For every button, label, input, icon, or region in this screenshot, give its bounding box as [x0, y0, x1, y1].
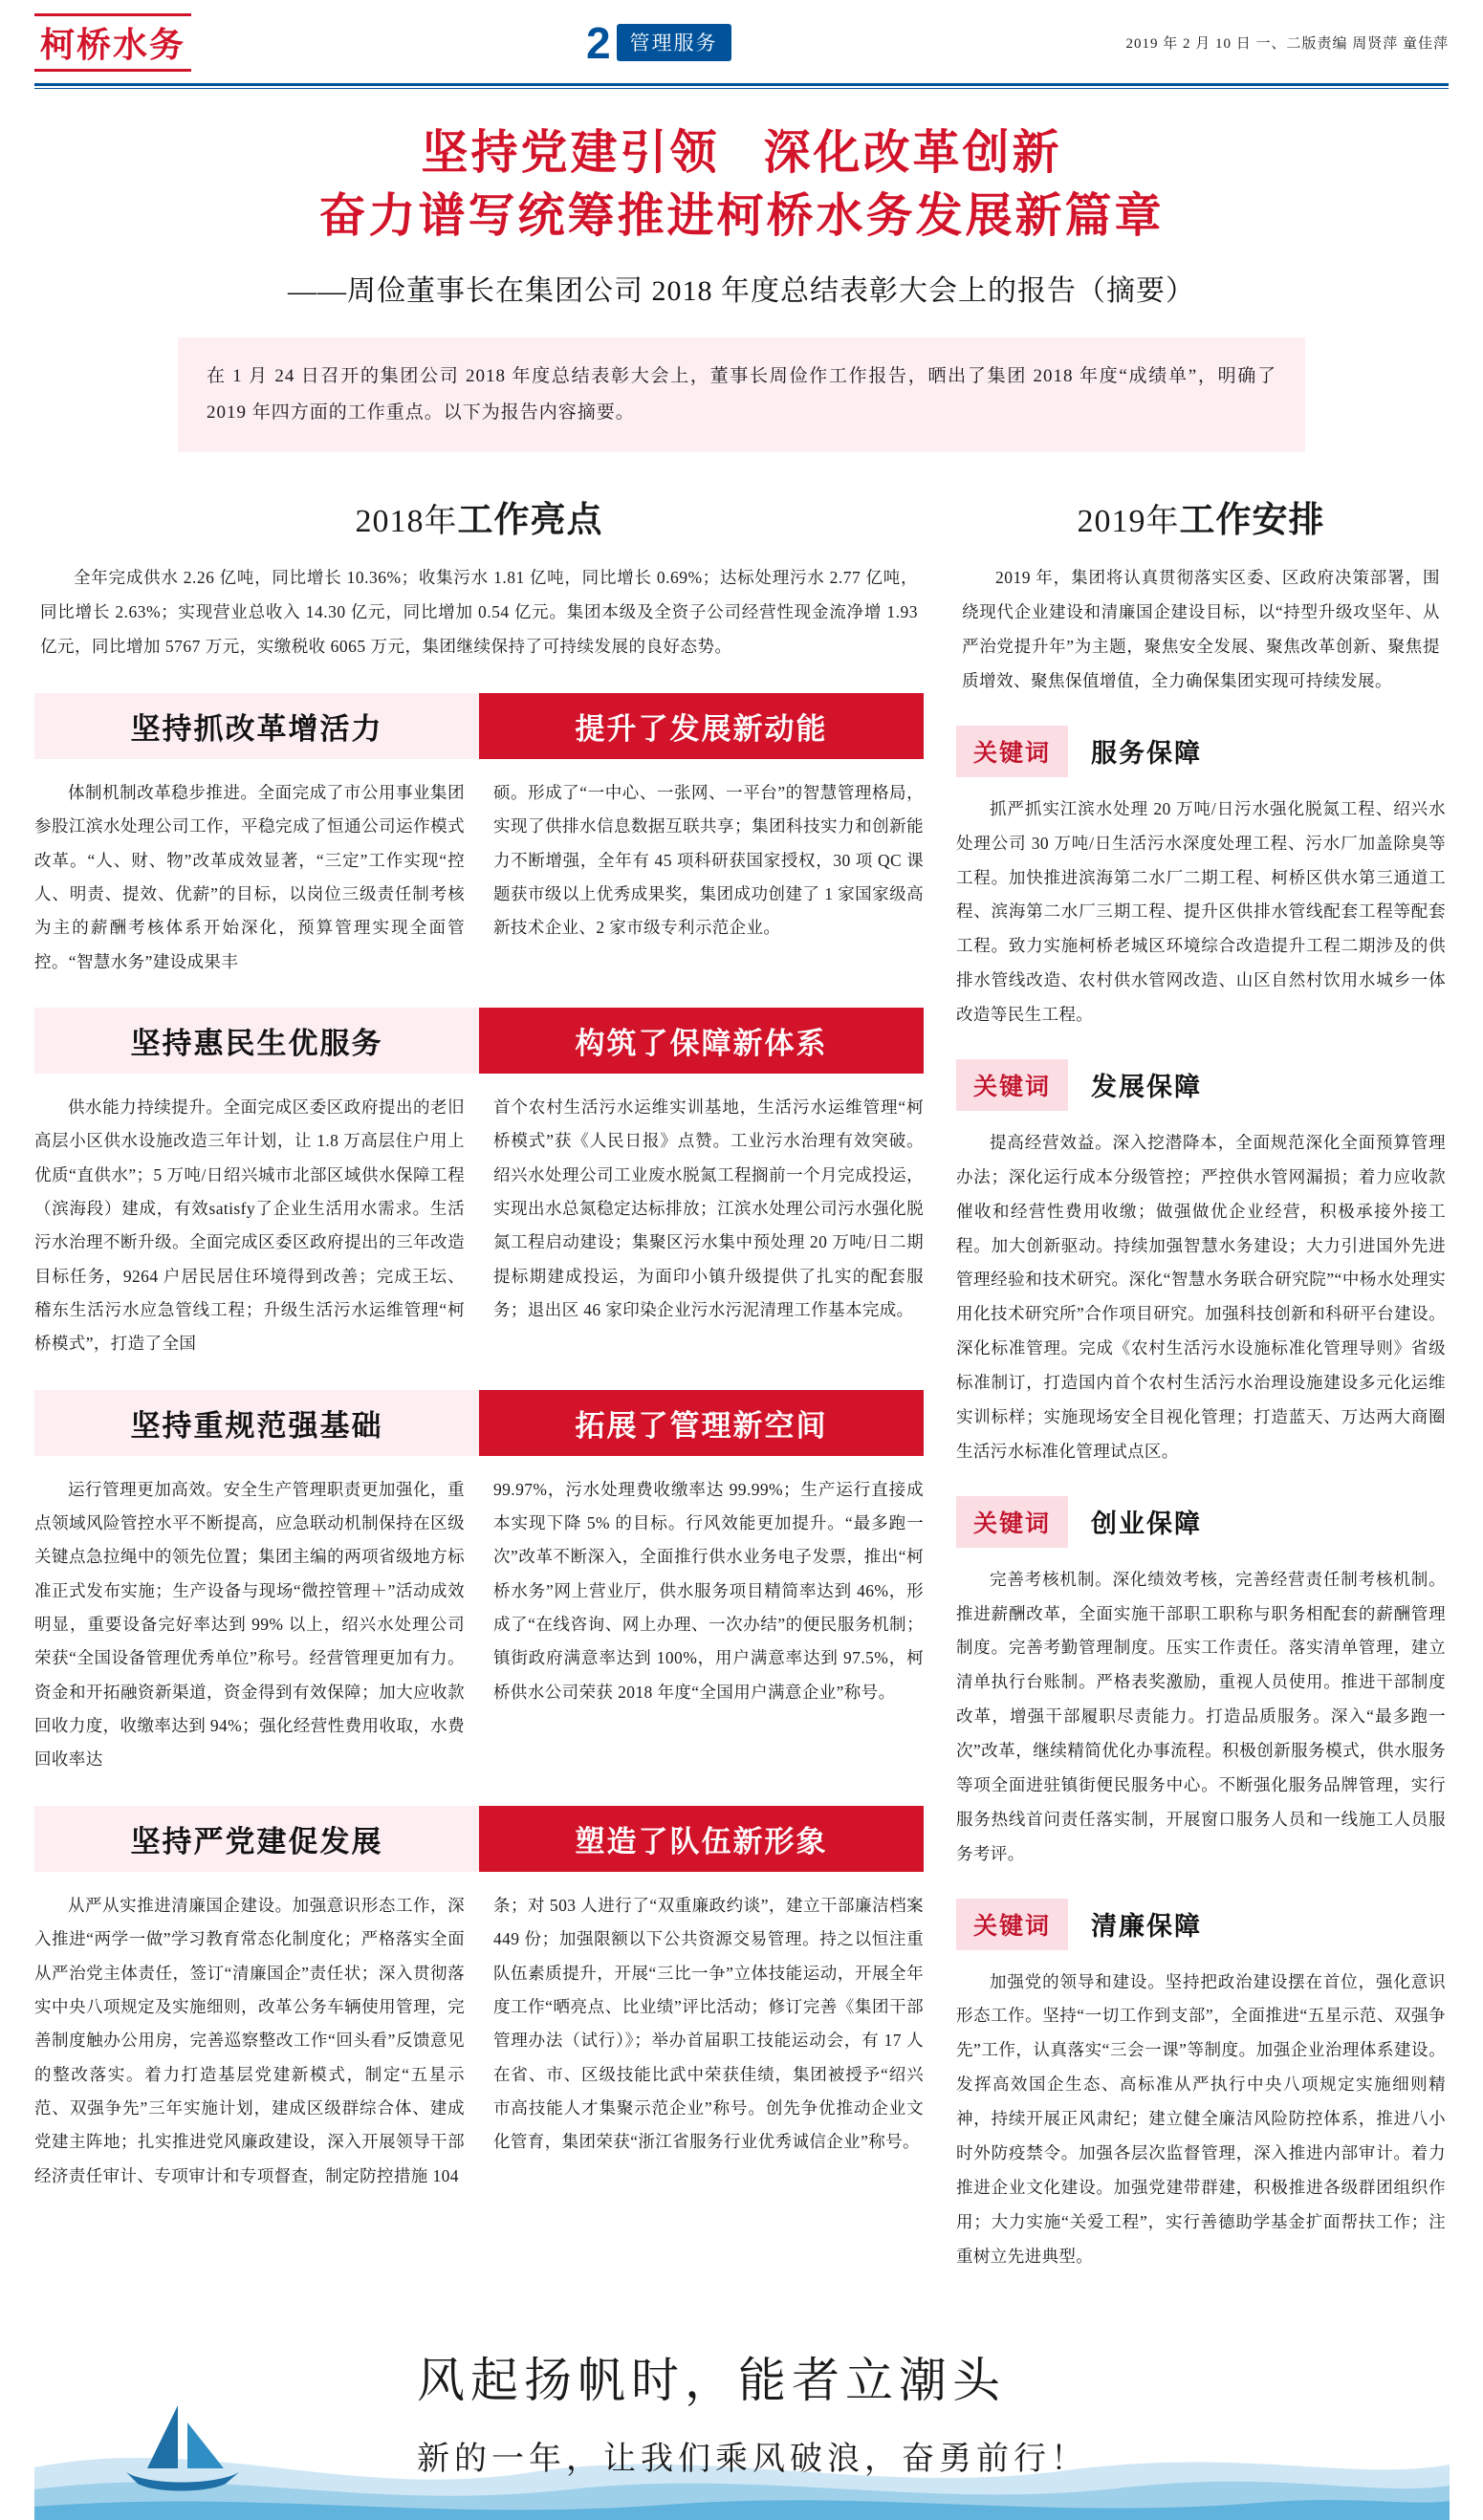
left-band-3	[34, 1390, 924, 1456]
keyword-title: 清廉保障	[1091, 1912, 1203, 1942]
left-column	[34, 490, 924, 2273]
right-body-2: 提高经营效益。深入挖潜降本，全面规范深化全面预算管理办法；深化运行成本分级管控；严控供水管网漏损；着力应收款催收和经营性费用收缴；做强做优企业经营，积极承接外接工程。加大创新驱动。持续加强智慧水务建设；大力引进国外先进管理经验和技术研究。深化“智慧水务联合研究院”“中杨水处理实用化技术研究所”合作项目研究。加强科技创新和科研平台建设。深化标准管理。完成《农村生活污水设施标准化管理导则》省级标准制订，打造国内首个农村生活污水治理设施建设多元化运维实训标样；实施现场安全目视化管理；打造蓝天、万达两大商圈生活污水标准化管理试点区。	[956, 1132, 1446, 1461]
right-section-year: 2019年	[1077, 504, 1180, 540]
right-intro: 2019 年，集团将认真贯彻落实区委、区政府决策部署，围绕现代企业建设和清廉国企建设目标，以“持型升级攻坚年、从严治党提升年”为主题，聚焦安全发展、聚焦改革创新、聚焦提质增效、聚焦保值增值，全力确保集团实现可持续发展。	[962, 568, 1440, 690]
left-band-2-title: 坚持惠民生优服务	[34, 1008, 479, 1074]
keyword-band-2	[956, 1059, 1446, 1111]
right-section-title	[956, 490, 1446, 542]
left-intro: 全年完成供水 2.26 亿吨，同比增长 10.36%；收集污水 1.81 亿吨，同比增长 0.69%；达标处理污水 2.77 亿吨，同比增长 2.63%；实现营业总收入 14.30 亿元，同比增加 0.54 亿元。集团本级及全资子公司经营性现金流净增 1.93 亿元，同比增加 5767 万元，实缴税收 6065 万元，集团继续保持了可持续发展的良好态势。	[40, 568, 918, 657]
left-body-2-col2	[493, 1091, 924, 1361]
right-section-name: 工作安排	[1179, 501, 1325, 541]
lead-paragraph: 在 1 月 24 日召开的集团公司 2018 年度总结表彰大会上，董事长周俭作工作报告，晒出了集团 2018 年度“成绩单”，明确了 2019 年四方面的工作重点。以下为报告内容摘要。	[178, 337, 1305, 452]
main-content	[34, 490, 1449, 2273]
left-band-1-title: 坚持抓改革增活力	[34, 693, 479, 759]
left-band-4-subtitle: 塑造了队伍新形象	[479, 1806, 924, 1872]
left-band-2	[34, 1008, 924, 1074]
left-body-4	[34, 1889, 924, 2193]
left-band-4	[34, 1806, 924, 1872]
keyword-band-1	[956, 726, 1446, 777]
right-body-4: 加强党的领导和建设。坚持把政治建设摆在首位，强化意识形态工作。坚持“一切工作到支部”，全面推进“五星示范、双强争先”工作，认真落实“三会一课”等制度。加强企业治理体系建设。发挥高效国企生态、高标准从严执行中央八项规定实施细则精神，持续开展正风肃纪；建立健全廉洁风险防控体系，推进八小时外防疫禁令。加强各层次监督管理，深入推进内部审计。着力推进企业文化建设。加强党建带群建，积极推进各级群团组织作用；大力实施“关爱工程”，实行善德助学基金扩面帮扶工作；注重树立先进典型。	[956, 1971, 1446, 2266]
left-band-1-subtitle: 提升了发展新动能	[479, 693, 924, 759]
paragraph: 供水能力持续提升。全面完成区委区政府提出的老旧高层小区供水设施改造三年计划，让 1.8 万高层住户用上优质“直供水”；5 万吨/日绍兴城市北部区域供水保障工程（滨海段）建成，有效satisfy了企业生活用水需求。生活污水治理不断升级。全面完成区委区政府提出的三年改造目标任务，9264 户居民居住环境得到改善；完成王坛、稽东生活污水应急管线工程；升级生活污水运维管理“柯桥模式”，打造了全国	[34, 1097, 465, 1354]
left-body-2-col1	[34, 1091, 465, 1361]
left-body-1	[34, 776, 924, 979]
keyword-tag: 关键词	[956, 1496, 1068, 1548]
masthead-rule	[34, 83, 1449, 86]
left-band-4-title: 坚持严党建促发展	[34, 1806, 479, 1872]
keyword-title: 发展保障	[1091, 1073, 1203, 1102]
right-body-1: 抓严抓实江滨水处理 20 万吨/日污水强化脱氮工程、绍兴水处理公司 30 万吨/日生活污水深度处理工程、污水厂加盖除臭等工程。加快推进滨海第二水厂二期工程、柯桥区供水第三通道工程、滨海第二水厂三期工程、提升区供排水管线配套工程等配套工程。致力实施柯桥老城区环境综合改造提升工程二期涉及的供排水管线改造、农村供水管网改造、山区自然村饮用水城乡一体改造等民生工程。	[956, 798, 1446, 1025]
paragraph: 99.97%，污水处理费收缴率达 99.99%；生产运行直接成本实现下降 5% 的目标。行风效能更加提升。“最多跑一次”改革不断深入，全面推行供水业务电子发票，推出“柯桥水务”网上营业厅，供水服务项目精简率达到 46%，形成了“在线咨询、网上办理、一次办结”的便民服务机制；镇街政府满意率达到 100%，用户满意率达到 97.5%，柯桥供水公司荣获 2018 年度“全国用户满意企业”称号。	[493, 1479, 924, 1702]
footer-slogan-line1: 风起扬帆时，能者立潮头	[417, 2353, 1006, 2409]
paragraph: 体制机制改革稳步推进。全面完成了市公用事业集团参股江滨水处理公司工作，平稳完成了恒通公司运作模式改革。“人、财、物”改革成效显著，“三定”工作实现“控人、明责、提效、优薪”的目标，以岗位三级责任制考核为主的薪酬考核体系开始深化，预算管理实现全面管控。“智慧水务”建设成果丰	[34, 782, 465, 971]
headline-line1-b: 深化改革创新	[763, 126, 1062, 179]
left-band-1	[34, 693, 924, 759]
paragraph: 条；对 503 人进行了“双重廉政约谈”，建立干部廉洁档案 449 份；加强限额以下公共资源交易管理。持之以恒注重队伍素质提升，开展“三比一争”立体技能运动，开展全年度工作“晒亮点、比业绩”评比活动；修订完善《集团干部管理办法（试行）》；举办首届职工技能运动会，有 17 人在省、市、区级技能比武中荣获佳绩，集团被授予“绍兴市高技能人才集聚示范企业”称号。创先争优推动企业文化管育，集团荣获“浙江省服务行业优秀诚信企业”称号。	[493, 1895, 924, 2152]
right-column	[956, 490, 1446, 2273]
left-body-3	[34, 1473, 924, 1777]
left-body-4-col1	[34, 1889, 465, 2193]
left-band-3-subtitle: 拓展了管理新空间	[479, 1390, 924, 1456]
headline-line2: 奋力谱写统筹推进柯桥水务发展新篇章	[318, 189, 1165, 243]
headline-subline: ——周俭董事长在集团公司 2018 年度总结表彰大会上的报告（摘要）	[288, 275, 1195, 308]
footer-slogan	[417, 2342, 1088, 2479]
footer-slogan-line2: 新的一年，让我们乘风破浪，奋勇前行！	[417, 2440, 1088, 2479]
left-section-name: 工作亮点	[457, 501, 603, 541]
keyword-tag: 关键词	[956, 1059, 1068, 1111]
keyword-tag: 关键词	[956, 726, 1068, 777]
left-body-3-col1	[34, 1473, 465, 1777]
paragraph: 硕。形成了“一中心、一张网、一平台”的智慧管理格局，实现了供排水信息数据互联共享；集团科技实力和创新能力不断增强，全年有 45 项科研获国家授权，30 项 QC 课题获市级以上优秀成果奖，集团成功创建了 1 家国家级高新技术企业、2 家市级专利示范企业。	[493, 782, 924, 938]
left-body-4-col2	[493, 1889, 924, 2193]
keyword-band-4	[956, 1899, 1446, 1950]
left-section-year: 2018年	[355, 504, 458, 540]
left-body-1-col1	[34, 776, 465, 979]
section-label: 管理服务	[617, 24, 731, 61]
left-body-1-col2	[493, 776, 924, 979]
date-editors: 2019 年 2 月 10 日 一、二版责编 周贤萍 童佳萍	[1125, 36, 1449, 52]
paragraph: 运行管理更加高效。安全生产管理职责更加强化，重点领域风险管控水平不断提高，应急联动机制保持在区级关键点急拉绳中的领先位置；集团主编的两项省级地方标准正式发布实施；生产设备与现场“微控管理＋”活动成效明显，重要设备完好率达到 99% 以上，绍兴水处理公司荣获“全国设备管理优秀单位”称号。经营管理更加有力。资金和开拓融资新渠道，资金得到有效保障；加大应收款回收力度，收缴率达到 94%；强化经营性费用收取，水费回收率达	[34, 1479, 465, 1770]
left-body-3-col2	[493, 1473, 924, 1777]
logo: 柯桥水务	[34, 13, 191, 72]
keyword-band-3	[956, 1496, 1446, 1548]
masthead	[34, 0, 1449, 79]
masthead-rule-thin	[34, 88, 1449, 89]
right-body-3: 完善考核机制。深化绩效考核，完善经营责任制考核机制。推进薪酬改革，全面实施干部职工职称与职务相配套的薪酬管理制度。完善考勤管理制度。压实工作责任。落实清单管理，建立清单执行台账制。严格表奖激励，重视人员使用。推进干部制度改革，增强干部履职尽责能力。打造品质服务。深入“最多跑一次”改革，继续精简优化办事流程。积极创新服务模式，供水服务等项全面进驻镇街便民服务中心。不断强化服务品牌管理，实行服务热线首问责任落实制，开展窗口服务人员和一线施工人员服务考评。	[956, 1569, 1446, 1863]
paragraph: 从严从实推进清廉国企建设。加强意识形态工作，深入推进“两学一做”学习教育常态化制度化；严格落实全面从严治党主体责任，签订“清廉国企”责任状；深入贯彻落实中央八项规定及实施细则，改革公务车辆使用管理，完善制度触办公用房，完善巡察整改工作“回头看”反馈意见的整改落实。着力打造基层党建新模式，制定“五星示范、双强争先”三年实施计划，建成区级群综合体、建成党建主阵地；扎实推进党风廉政建设，深入开展领导干部经济责任审计、专项审计和专项督查，制定防控措施 104	[34, 1895, 465, 2185]
footer	[34, 2319, 1449, 2520]
left-band-3-title: 坚持重规范强基础	[34, 1390, 479, 1456]
headline-line1	[34, 121, 1449, 185]
keyword-tag: 关键词	[956, 1899, 1068, 1950]
keyword-title: 服务保障	[1091, 739, 1203, 769]
section-indicator	[585, 17, 731, 68]
left-section-title	[34, 490, 924, 542]
left-band-2-subtitle: 构筑了保障新体系	[479, 1008, 924, 1074]
paragraph: 首个农村生活污水运维实训基地，生活污水运维管理“柯桥模式”获《人民日报》点赞。工业污水治理有效突破。绍兴水处理公司工业废水脱氮工程搁前一个月完成投运，实现出水总氮稳定达标排放；江滨水处理公司污水强化脱氮工程启动建设；集聚区污水集中预处理 20 万吨/日二期提标期建成投运，为面印小镇升级提供了扎实的配套服务；退出区 46 家印染企业污水污泥清理工作基本完成。	[493, 1097, 924, 1320]
page-number: 2	[585, 17, 611, 68]
left-body-2	[34, 1091, 924, 1361]
keyword-title: 创业保障	[1091, 1510, 1203, 1539]
headline	[34, 121, 1449, 309]
headline-line1-a: 坚持党建引领	[421, 126, 720, 179]
